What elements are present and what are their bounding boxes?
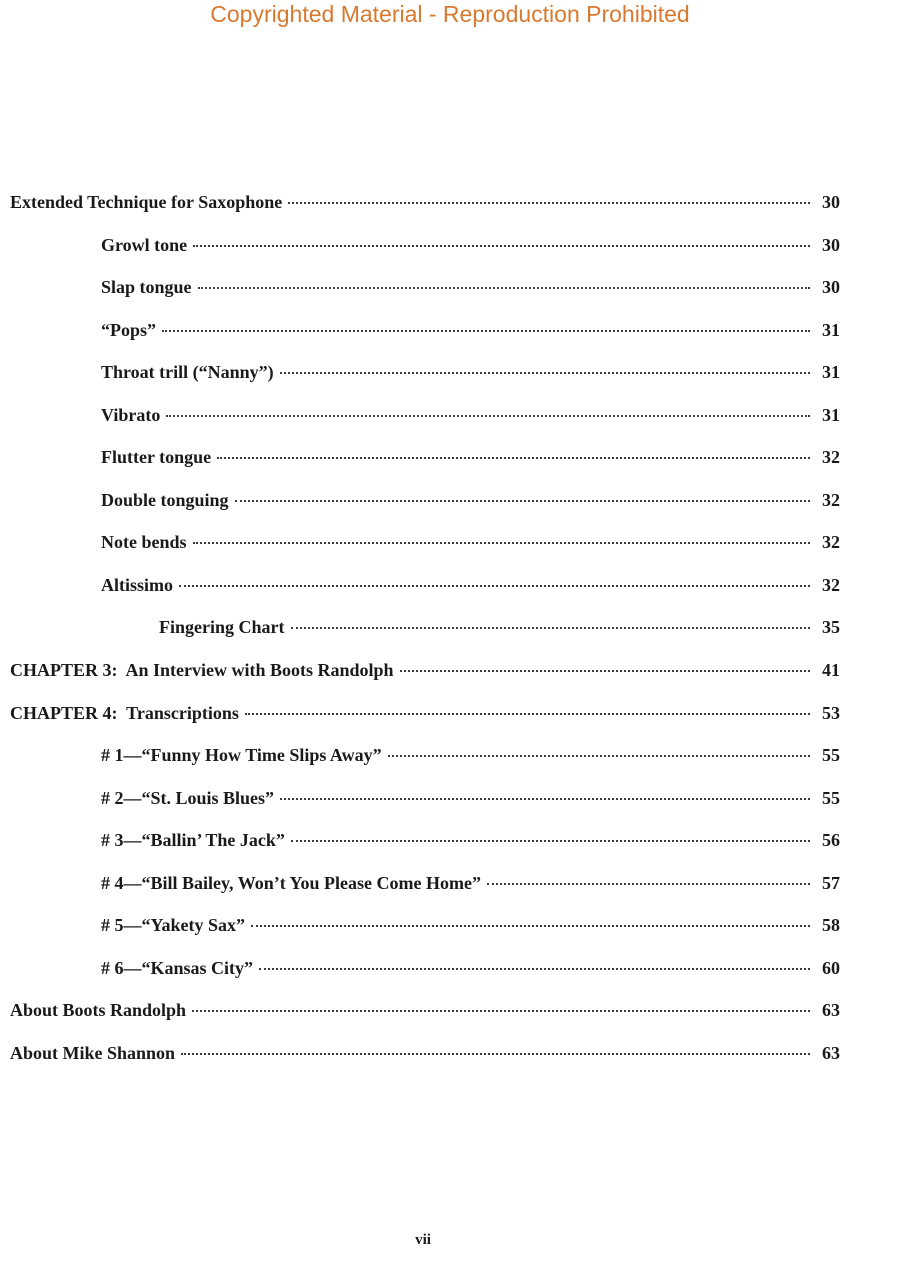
toc-entry-title xyxy=(10,699,810,727)
toc-entry-title xyxy=(10,996,810,1024)
toc-entry-title xyxy=(101,571,810,599)
toc-entry-page-number: 58 xyxy=(822,915,840,936)
toc-entry-title xyxy=(101,486,810,514)
toc-entry-page-number: 32 xyxy=(822,447,840,468)
toc-entry xyxy=(0,188,900,231)
toc-entry-label: Altissimo xyxy=(101,574,173,595)
toc-entry-title xyxy=(101,316,810,344)
toc-entry-title xyxy=(101,401,810,429)
toc-entry-page-number: 32 xyxy=(822,574,840,595)
dot-leader xyxy=(251,925,810,927)
toc-entry-title xyxy=(101,528,810,556)
toc-entry xyxy=(0,358,900,401)
dot-leader xyxy=(192,1010,810,1012)
dot-leader xyxy=(217,457,810,459)
dot-leader xyxy=(193,245,810,247)
copyright-watermark: Copyrighted Material - Reproduction Prohibited xyxy=(210,1,690,27)
dot-leader xyxy=(400,670,810,672)
toc-entry xyxy=(0,528,900,571)
toc-entry-page-number: 30 xyxy=(822,192,840,212)
toc-entry-page-number: 41 xyxy=(822,660,840,681)
toc-entry-label: Flutter tongue xyxy=(101,447,212,468)
toc-entry-page-number: 55 xyxy=(822,787,840,808)
toc-entry-title xyxy=(101,358,810,386)
toc-entry-label: # 2—“St. Louis Blues” xyxy=(101,787,275,808)
toc-entry-page-number: 30 xyxy=(822,234,840,255)
dot-leader xyxy=(487,883,810,885)
dot-leader xyxy=(291,627,811,629)
toc-entry-page-number: 63 xyxy=(822,1042,840,1063)
toc-entry-label: Growl tone xyxy=(101,234,188,255)
toc-entry-label: # 6—“Kansas City” xyxy=(101,957,254,978)
toc-entry xyxy=(0,316,900,359)
dot-leader xyxy=(181,1053,810,1055)
dot-leader xyxy=(162,330,810,332)
toc-entry xyxy=(0,699,900,742)
dot-leader xyxy=(166,415,810,417)
toc-entry-page-number: 32 xyxy=(822,532,840,553)
toc-entry-label: About Mike Shannon xyxy=(10,1042,176,1063)
toc-entry-label: # 4—“Bill Bailey, Won’t You Please Come Home” xyxy=(101,872,481,893)
toc-entry-label: Slap tongue xyxy=(101,277,192,298)
toc-entry xyxy=(0,1039,900,1082)
toc-entry-label: CHAPTER 3: An Interview with Boots Randolph xyxy=(10,660,394,681)
toc-entry xyxy=(0,273,900,316)
table-of-contents xyxy=(0,188,900,1081)
toc-entry-page-number: 57 xyxy=(822,872,840,893)
toc-entry-page-number: 32 xyxy=(822,489,840,510)
dot-leader xyxy=(235,500,810,502)
toc-entry xyxy=(0,826,900,869)
toc-entry-label: Extended Technique for Saxophone xyxy=(10,192,283,212)
toc-entry-label: Throat trill (“Nanny”) xyxy=(101,362,274,383)
toc-entry-label: “Pops” xyxy=(101,319,157,340)
toc-entry xyxy=(0,869,900,912)
toc-entry-title xyxy=(101,273,810,301)
toc-entry-title xyxy=(101,869,810,897)
toc-entry-page-number: 56 xyxy=(822,830,840,851)
toc-entry-title xyxy=(101,784,810,812)
page-number: vii xyxy=(415,1232,431,1248)
dot-leader xyxy=(245,713,810,715)
toc-entry-label: # 5—“Yakety Sax” xyxy=(101,915,246,936)
toc-entry-title xyxy=(101,741,810,769)
toc-entry-page-number: 53 xyxy=(822,702,840,723)
dot-leader xyxy=(198,287,810,289)
toc-entry xyxy=(0,996,900,1039)
toc-entry xyxy=(0,401,900,444)
toc-entry-label: Vibrato xyxy=(101,404,161,425)
toc-entry-title xyxy=(10,656,810,684)
toc-entry-title xyxy=(101,826,810,854)
toc-entry-page-number: 63 xyxy=(822,1000,840,1021)
toc-entry-page-number: 31 xyxy=(822,404,840,425)
toc-entry-title xyxy=(101,954,810,982)
dot-leader xyxy=(259,968,810,970)
toc-entry xyxy=(0,486,900,529)
dot-leader xyxy=(280,372,810,374)
toc-entry-label: About Boots Randolph xyxy=(10,1000,187,1021)
toc-entry xyxy=(0,954,900,997)
toc-entry-title xyxy=(159,613,810,641)
toc-entry-label: Fingering Chart xyxy=(159,617,285,638)
toc-entry-title xyxy=(10,188,810,216)
toc-entry xyxy=(0,571,900,614)
dot-leader xyxy=(288,202,810,204)
toc-entry-title xyxy=(101,443,810,471)
toc-entry-label: Note bends xyxy=(101,532,187,553)
toc-entry xyxy=(0,741,900,784)
toc-entry-page-number: 31 xyxy=(822,319,840,340)
toc-entry xyxy=(0,443,900,486)
dot-leader xyxy=(280,798,810,800)
toc-entry-page-number: 60 xyxy=(822,957,840,978)
toc-entry-label: # 1—“Funny How Time Slips Away” xyxy=(101,745,382,766)
toc-entry-label: CHAPTER 4: Transcriptions xyxy=(10,702,239,723)
toc-entry-title xyxy=(10,1039,810,1067)
toc-entry-label: Double tonguing xyxy=(101,489,229,510)
dot-leader xyxy=(179,585,810,587)
dot-leader xyxy=(193,542,810,544)
toc-entry xyxy=(0,784,900,827)
toc-entry xyxy=(0,656,900,699)
dot-leader xyxy=(291,840,810,842)
dot-leader xyxy=(388,755,810,757)
toc-entry-title xyxy=(101,911,810,939)
toc-entry-title xyxy=(101,231,810,259)
toc-entry-label: # 3—“Ballin’ The Jack” xyxy=(101,830,285,851)
toc-entry-page-number: 30 xyxy=(822,277,840,298)
toc-entry-page-number: 35 xyxy=(822,617,840,638)
toc-entry xyxy=(0,231,900,274)
toc-entry-page-number: 55 xyxy=(822,745,840,766)
toc-entry xyxy=(0,613,900,656)
toc-entry xyxy=(0,911,900,954)
toc-entry-page-number: 31 xyxy=(822,362,840,383)
